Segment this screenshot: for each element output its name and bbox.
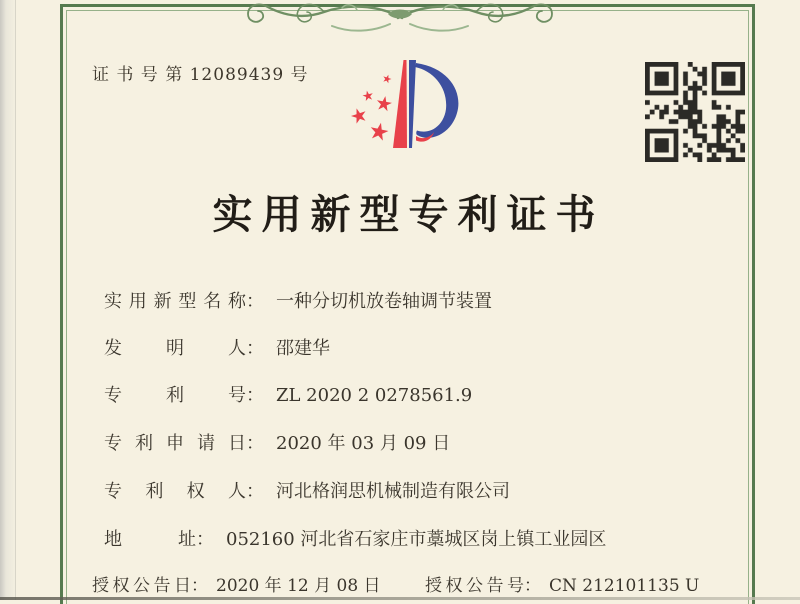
field-value: 2020 年 03 月 09 日 (276, 433, 451, 454)
field-label: 发明人 (104, 338, 246, 359)
certificate-number: 证 书 号 第 12089439 号 (92, 65, 309, 85)
field-row-patentee (104, 477, 510, 503)
qr-code (645, 62, 745, 162)
field-label: 授权公告号 (425, 576, 524, 596)
colon: ： (246, 433, 264, 454)
star-icons (349, 73, 393, 141)
grant-number-group (425, 571, 699, 596)
colon: ： (524, 576, 541, 596)
ornament-flourish-icon (238, 0, 562, 36)
colon: ： (246, 385, 264, 406)
field-row-address (104, 525, 606, 551)
field-value: ZL 2020 2 0278561.9 (276, 385, 473, 406)
colon: ： (246, 338, 264, 359)
field-label: 专利申请日 (104, 433, 246, 454)
logo-red-wedge (393, 60, 407, 148)
colon: ： (246, 481, 264, 502)
colon: ： (191, 576, 208, 596)
scan-page-edge (0, 0, 16, 600)
field-label: 专利权人 (104, 481, 246, 502)
field-label: 实用新型名称 (104, 291, 246, 312)
grant-date-group (92, 571, 381, 596)
colon: ： (246, 291, 264, 312)
field-row-name (104, 287, 492, 313)
field-row-filing-date (104, 429, 450, 455)
field-value: 2020 年 12 月 08 日 (216, 576, 381, 596)
colon: ： (196, 529, 214, 550)
field-row-patent-no (104, 381, 472, 407)
logo-blue-wedge (409, 60, 416, 148)
logo-blue-bowl (415, 63, 458, 138)
cnipa-logo-icon (330, 55, 490, 165)
certificate-title: 实用新型专利证书 (212, 191, 605, 238)
field-value: 一种分切机放卷轴调节装置 (276, 291, 492, 312)
field-value: 河北格润思机械制造有限公司 (276, 481, 510, 502)
field-value: CN 212101135 U (549, 576, 700, 596)
field-label: 地址 (104, 529, 196, 550)
field-label: 授权公告日 (92, 576, 191, 596)
field-label: 专利号 (104, 385, 246, 406)
field-row-inventor (104, 334, 330, 360)
field-value: 邵建华 (276, 338, 330, 359)
field-value: 052160 河北省石家庄市藁城区岗上镇工业园区 (226, 529, 607, 550)
